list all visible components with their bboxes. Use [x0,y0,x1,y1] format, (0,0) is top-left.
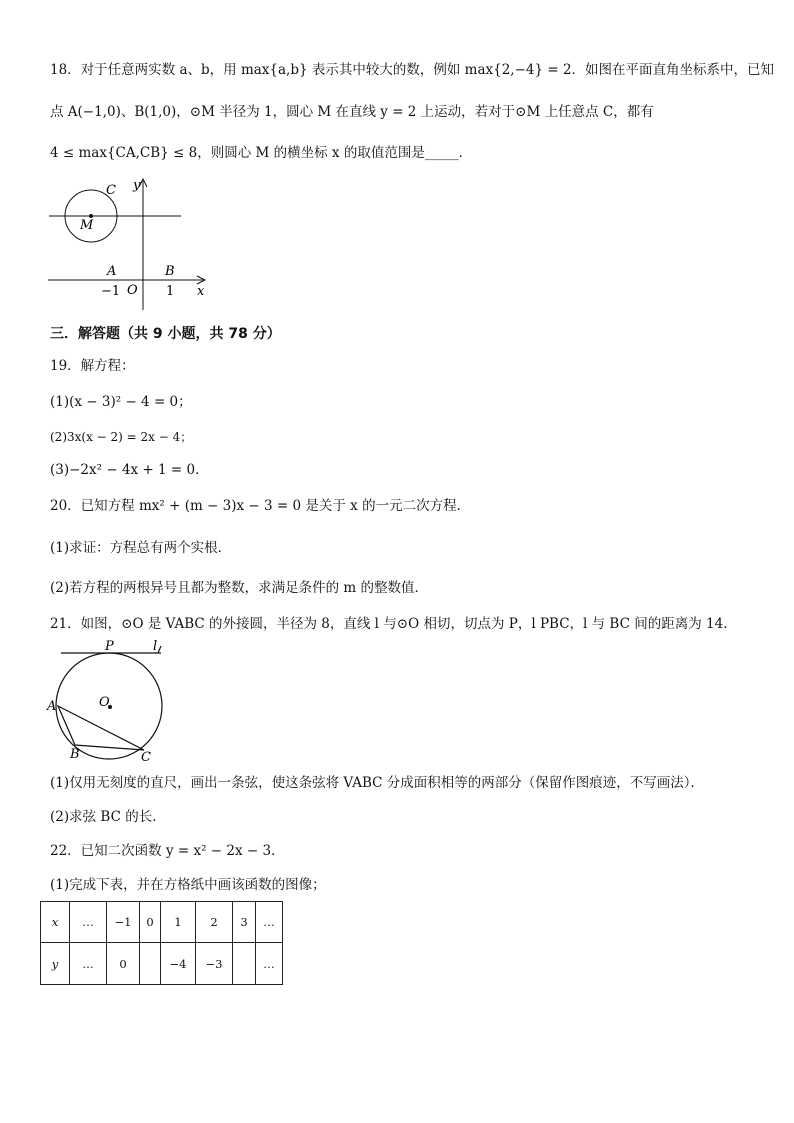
q22-stem: 22．已知二次函数 y = x² − 2x − 3． [50,843,285,859]
table-cell: x [41,902,70,943]
table-cell: 1 [161,902,196,943]
table-cell [233,943,256,985]
tangent-line-l-tick [158,646,161,653]
q18-line3: 4 ≤ max{CA,CB} ≤ 8，则圆心 M 的横坐标 x 的取值范围是_____． [50,145,473,161]
q18-line1: 18．对于任意两实数 a、b，用 max{a,b} 表示其中较大的数，例如 max{2,−4} = 2．如图在平面直角坐标系中，已知 [50,62,775,78]
q21-part1: (1)仅用无刻度的直尺，画出一条弦，使这条弦将 VABC 分成面积相等的两部分（保留作图痕迹，不写画法）． [50,775,705,791]
label-P: P [105,640,114,654]
q21-stem: 21．如图，⊙O 是 VABC 的外接圆，半径为 8，直线 l 与⊙O 相切，切点为 P，l PBC，l 与 BC 间的距离为 14． [50,616,737,632]
label-B: B [165,264,175,279]
label-O: O [99,695,110,710]
q19-stem: 19．解方程： [50,358,135,374]
label-C: C [106,183,116,198]
label-A: A [107,264,117,279]
q19-part2: (2)3x(x − 2) = 2x − 4； [50,430,193,444]
label-neg1: −1 [101,284,121,299]
label-y: y [133,178,141,193]
value-table [40,901,283,985]
table-cell: 3 [233,902,256,943]
table-cell: y [41,943,70,985]
table-row-x [41,902,283,943]
table-cell: −3 [196,943,233,985]
q18-figure [45,175,225,310]
label-A: A [47,699,57,714]
table-cell: … [256,902,283,943]
q22-part1: (1)完成下表，并在方格纸中画该函数的图像； [50,877,326,893]
q19-part3: (3)−2x² − 4x + 1 = 0． [50,462,209,478]
label-O: O [127,283,138,298]
table-cell: … [70,902,107,943]
table-cell: 0 [140,902,161,943]
label-M: M [80,218,94,233]
section3-title: 三．解答题（共 9 小题，共 78 分） [50,326,281,342]
label-C: C [141,750,151,765]
q20-part2: (2)若方程的两根异号且都为整数，求满足条件的 m 的整数值． [50,580,429,596]
label-1: 1 [166,284,175,299]
q21-figure [45,640,175,765]
q20-part1: (1)求证：方程总有两个实根． [50,540,232,556]
q18-line2: 点 A(−1,0)、B(1,0)，⊙M 半径为 1，圆心 M 在直线 y = 2 上运动，若对于⊙M 上任意点 C，都有 [50,104,654,120]
q20-stem: 20．已知方程 mx² + (m − 3)x − 3 = 0 是关于 x 的一元二次方程． [50,498,471,514]
q19-part1: (1)(x − 3)² − 4 = 0； [50,394,192,410]
table-row-y [41,943,283,985]
table-cell: −4 [161,943,196,985]
table-cell: 0 [107,943,140,985]
label-x: x [197,284,205,299]
table-cell: … [256,943,283,985]
label-l: l [153,640,158,654]
table-cell [140,943,161,985]
table-cell: −1 [107,902,140,943]
q21-part2: (2)求弦 BC 的长． [50,809,166,825]
table-cell: 2 [196,902,233,943]
label-B: B [70,747,80,762]
table-cell: … [70,943,107,985]
